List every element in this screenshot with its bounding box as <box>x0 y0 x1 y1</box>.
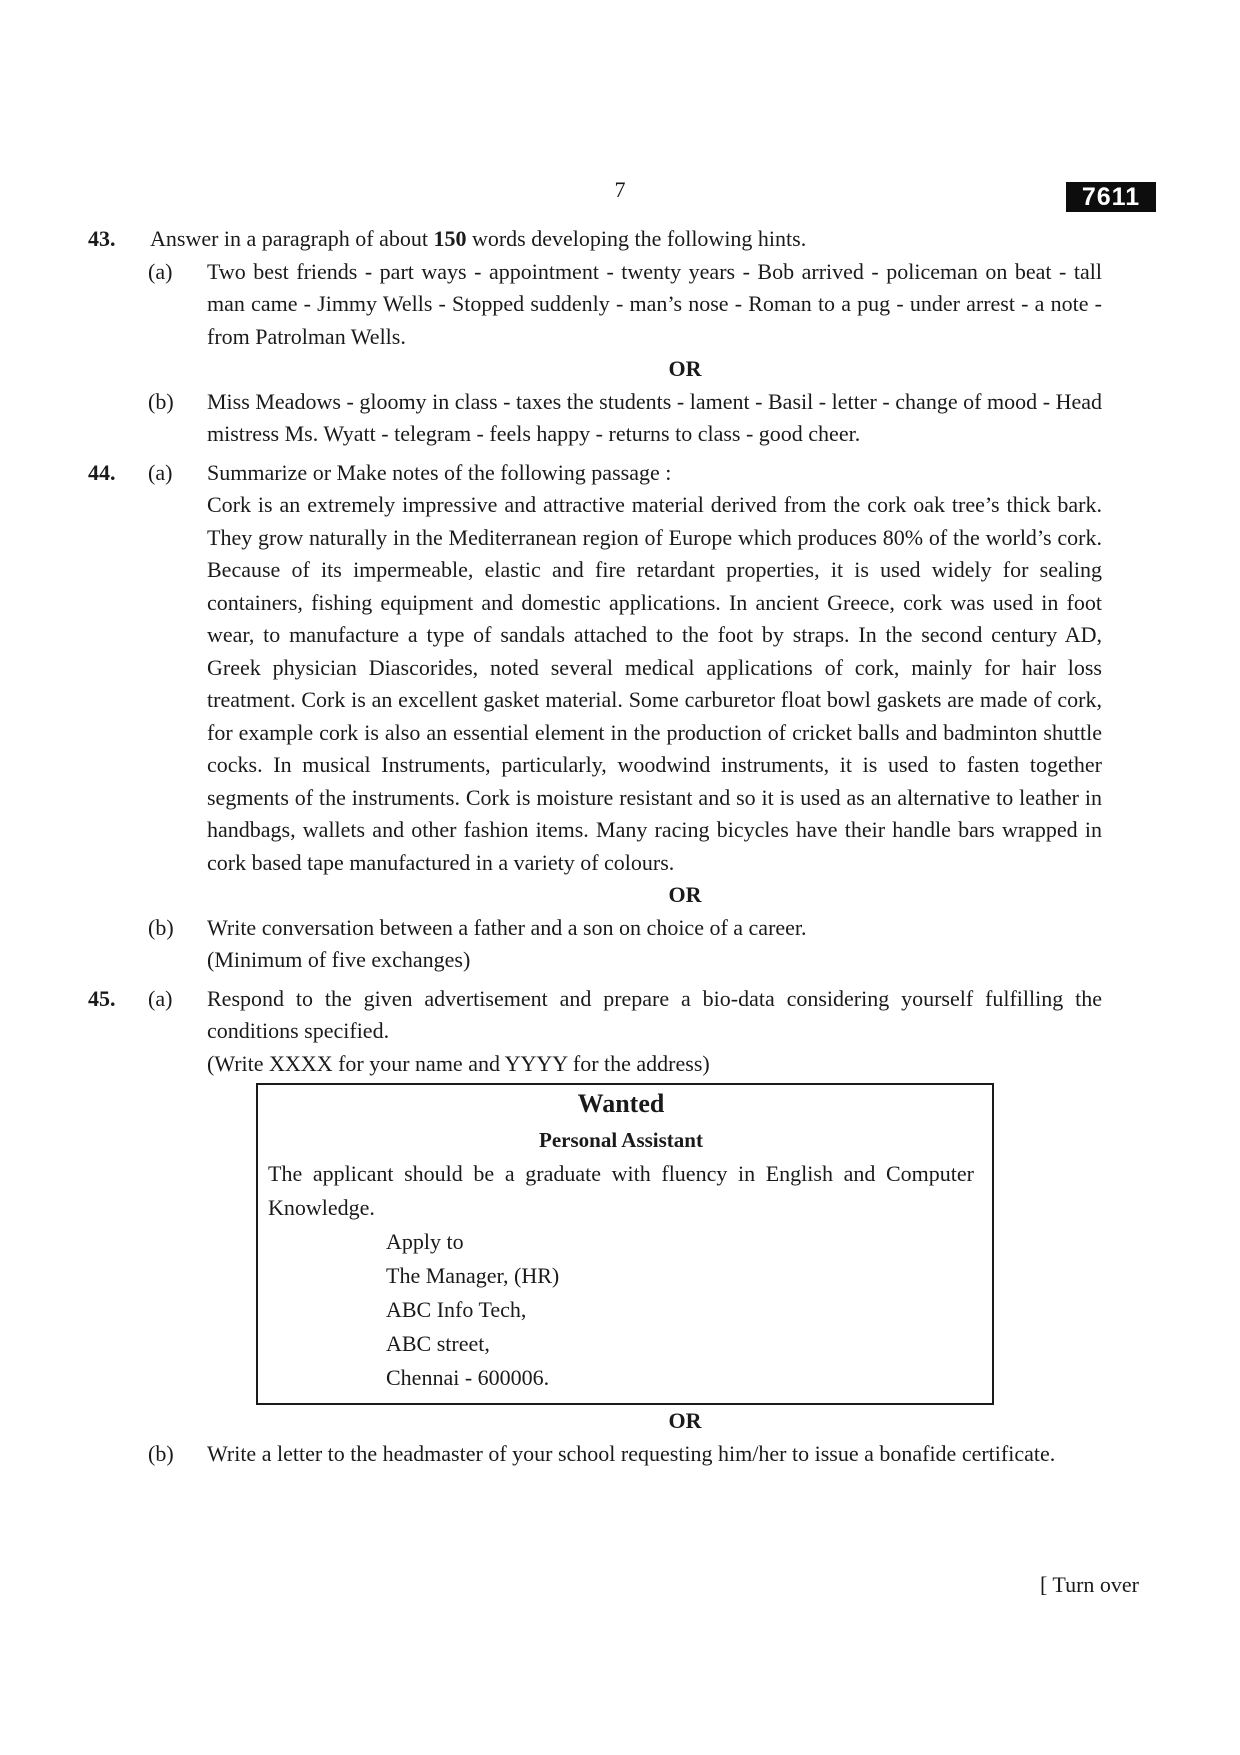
turn-over-note: [ Turn over <box>1040 1572 1140 1597</box>
question-instruction: Answer in a paragraph of about 150 words developing the following hints. <box>150 226 807 251</box>
question-number: 44. <box>88 459 116 485</box>
or-divider: OR <box>668 1408 702 1433</box>
paper-code-badge: 7611 <box>1066 182 1156 212</box>
word-count: 150 <box>433 226 467 251</box>
part-label: (b) <box>148 914 174 940</box>
question-44-part-b <box>0 912 1240 977</box>
question-43-part-a <box>0 256 1240 354</box>
address-line: ABC street, <box>386 1331 490 1356</box>
address-line: Chennai - 600006. <box>386 1365 550 1390</box>
part-label: (b) <box>148 1440 174 1466</box>
address-line: ABC Info Tech, <box>386 1297 527 1322</box>
advert-address <box>386 1225 974 1395</box>
part-label: (a) <box>148 985 173 1011</box>
address-line: Apply to <box>386 1229 464 1254</box>
hints-text: Two best friends - part ways - appointment - twenty years - Bob arrived - policeman on beat - tall man came - Jimmy Wells - Stopped suddenly - man’s nose - Roman to a pug - under arrest - a note - from Patrolman Wells. <box>207 258 1102 349</box>
question-text: Respond to the given advertisement and prepare a bio-data considering yourself fulfilling the conditions specified. <box>207 985 1102 1043</box>
advertisement-box <box>256 1083 994 1405</box>
question-text: Write conversation between a father and a son on choice of a career. <box>207 914 807 940</box>
question-instruction: Summarize or Make notes of the following passage : <box>207 459 672 485</box>
part-label: (b) <box>148 388 174 414</box>
question-text: Write a letter to the headmaster of your school requesting him/her to issue a bonafide certificate. <box>207 1440 1056 1466</box>
or-divider: OR <box>668 356 702 381</box>
question-number: 43. <box>88 226 116 251</box>
question-content <box>0 223 1240 1470</box>
question-45-part-a <box>0 983 1240 1081</box>
question-43-part-b <box>0 386 1240 451</box>
page-number: 7 <box>614 177 626 202</box>
advert-text: The applicant should be a graduate with fluency in English and Computer Knowledge. <box>268 1161 974 1220</box>
question-number: 45. <box>88 985 116 1011</box>
question-45-part-b <box>0 1438 1240 1471</box>
part-label: (a) <box>148 258 173 284</box>
or-divider: OR <box>668 882 702 907</box>
address-line: The Manager, (HR) <box>386 1263 560 1288</box>
question-43 <box>0 223 1240 256</box>
question-44-part-a <box>0 457 1240 880</box>
advert-title: Wanted <box>577 1089 665 1118</box>
advert-subtitle: Personal Assistant <box>539 1128 703 1152</box>
part-label: (a) <box>148 459 173 485</box>
question-note: (Minimum of five exchanges) <box>207 947 471 972</box>
question-note: (Write XXXX for your name and YYYY for the address) <box>207 1050 710 1076</box>
passage-text: Cork is an extremely impressive and attractive material derived from the cork oak tree’s thick bark. They grow naturally in the Mediterranean region of Europe which produces 80% of the world’s cork. Because of its impermeable, elastic and fire retardant properties, it is used widely for sealing containers, fishing equipment and domestic applications. In ancient Greece, cork was used in foot wear, to manufacture a type of sandals attached to the foot by straps. In the second century AD, Greek physician Diascorides, noted several medical applications of cork, mainly for hair loss treatment. Cork is an excellent gasket material. Some carburetor float bowl gaskets are made of cork, for example cork is also an essential element in the production of cricket balls and badminton shuttle cocks. In musical Instruments, particularly, woodwind instruments, it is used to fasten together segments of the instruments. Cork is moisture resistant and so it is used as an alternative to leather in handbags, wallets and other fashion items. Many racing bicycles have their handle bars wrapped in cork based tape manufactured in a variety of colours. <box>207 492 1102 875</box>
hints-text: Miss Meadows - gloomy in class - taxes the students - lament - Basil - letter - change of mood - Head mistress Ms. Wyatt - telegram - feels happy - returns to class - good cheer. <box>207 388 1102 446</box>
